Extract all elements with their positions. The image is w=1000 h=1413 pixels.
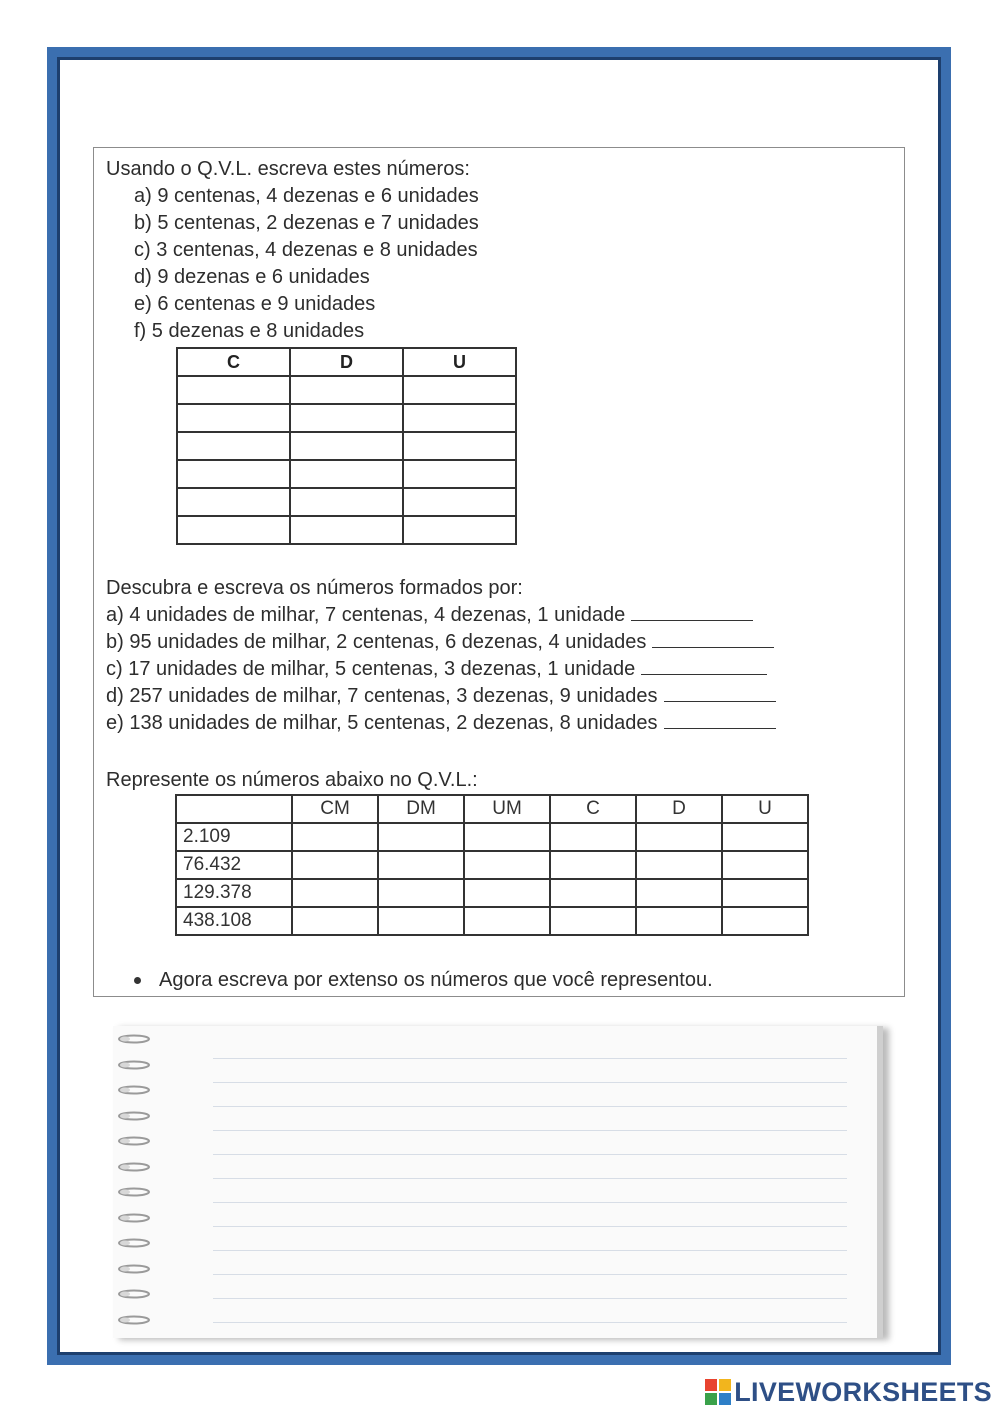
- cdu-cell[interactable]: [290, 488, 403, 516]
- brand-text: LIVEWORKSHEETS: [734, 1377, 992, 1407]
- cdu-cell[interactable]: [403, 516, 516, 544]
- qvl-number: 2.109: [176, 823, 292, 851]
- qvl-cell[interactable]: [722, 823, 808, 851]
- liveworksheets-logo-icon: [705, 1379, 731, 1405]
- qvl-cell[interactable]: [378, 823, 464, 851]
- qvl-cell[interactable]: [636, 851, 722, 879]
- qvl-cell[interactable]: [292, 907, 378, 935]
- exercise-2-item-b-text: b) 95 unidades de milhar, 2 centenas, 6 dezenas, 4 unidades: [106, 631, 647, 653]
- qvl-cell[interactable]: [378, 851, 464, 879]
- spiral-ring-icon: [117, 1060, 151, 1070]
- cdu-row: [177, 516, 516, 544]
- qvl-cell[interactable]: [550, 907, 636, 935]
- spiral-ring-icon: [117, 1213, 151, 1223]
- qvl-header-dm: DM: [378, 795, 464, 823]
- exercise-3-instruction-text: Agora escreva por extenso os números que você representou.: [159, 969, 713, 991]
- qvl-cell[interactable]: [464, 851, 550, 879]
- answer-blank[interactable]: [652, 631, 774, 648]
- qvl-number: 438.108: [176, 907, 292, 935]
- spiral-ring-icon: [117, 1085, 151, 1095]
- cdu-cell[interactable]: [290, 404, 403, 432]
- answer-blank[interactable]: [664, 712, 776, 729]
- exercise-2-heading: Descubra e escreva os números formados por:: [106, 577, 523, 599]
- notebook-line: [213, 1274, 847, 1275]
- cdu-cell[interactable]: [290, 376, 403, 404]
- qvl-header-c: C: [550, 795, 636, 823]
- notebook-line: [213, 1226, 847, 1227]
- cdu-row: [177, 404, 516, 432]
- qvl-header-d: D: [636, 795, 722, 823]
- cdu-cell[interactable]: [290, 516, 403, 544]
- notebook-writing-area: [93, 1018, 905, 1340]
- cdu-header-row: [177, 348, 516, 376]
- notebook-line: [213, 1178, 847, 1179]
- exercise-2-item-a: [106, 604, 753, 627]
- qvl-row: [176, 851, 808, 879]
- notebook-line: [213, 1250, 847, 1251]
- answer-blank[interactable]: [641, 658, 767, 675]
- spiral-ring-icon: [117, 1136, 151, 1146]
- qvl-cell[interactable]: [636, 879, 722, 907]
- exercise-1-item-d: d) 9 dezenas e 6 unidades: [134, 266, 370, 288]
- notebook-line: [213, 1082, 847, 1083]
- notebook-line: [213, 1298, 847, 1299]
- notebook-page[interactable]: [113, 1026, 883, 1338]
- exercise-1-heading: Usando o Q.V.L. escreva estes números:: [106, 158, 470, 180]
- answer-blank[interactable]: [631, 604, 753, 621]
- exercise-2-item-a-text: a) 4 unidades de milhar, 7 centenas, 4 dezenas, 1 unidade: [106, 604, 626, 626]
- exercise-represent-qvl: [93, 751, 905, 997]
- cdu-cell[interactable]: [403, 432, 516, 460]
- qvl-cell[interactable]: [722, 879, 808, 907]
- qvl-header-u: U: [722, 795, 808, 823]
- qvl-cell[interactable]: [378, 907, 464, 935]
- qvl-cell[interactable]: [292, 851, 378, 879]
- qvl-cell[interactable]: [464, 907, 550, 935]
- exercise-2-item-c: [106, 658, 767, 681]
- exercise-3-heading: Represente os números abaixo no Q.V.L.:: [106, 769, 478, 791]
- qvl-number: 76.432: [176, 851, 292, 879]
- exercise-2-item-b: [106, 631, 774, 654]
- exercise-1-item-c: c) 3 centenas, 4 dezenas e 8 unidades: [134, 239, 478, 261]
- cdu-row: [177, 488, 516, 516]
- spiral-ring-icon: [117, 1315, 151, 1325]
- exercise-2-item-c-text: c) 17 unidades de milhar, 5 centenas, 3 dezenas, 1 unidade: [106, 658, 636, 680]
- spiral-ring-icon: [117, 1162, 151, 1172]
- cdu-table: [176, 347, 517, 545]
- exercise-discover-numbers: [93, 565, 905, 752]
- cdu-row: [177, 376, 516, 404]
- qvl-cell[interactable]: [636, 907, 722, 935]
- qvl-cell[interactable]: [292, 823, 378, 851]
- qvl-cell[interactable]: [378, 879, 464, 907]
- cdu-cell[interactable]: [403, 460, 516, 488]
- cdu-cell[interactable]: [290, 460, 403, 488]
- spiral-ring-icon: [117, 1264, 151, 1274]
- exercise-1-item-a: a) 9 centenas, 4 dezenas e 6 unidades: [134, 185, 479, 207]
- cdu-cell[interactable]: [177, 376, 290, 404]
- exercise-2-item-d: [106, 685, 776, 708]
- qvl-header-cm: CM: [292, 795, 378, 823]
- exercise-2-item-e-text: e) 138 unidades de milhar, 5 centenas, 2 dezenas, 8 unidades: [106, 712, 658, 734]
- qvl-cell[interactable]: [464, 823, 550, 851]
- qvl-header-um: UM: [464, 795, 550, 823]
- spiral-ring-icon: [117, 1034, 151, 1044]
- exercise-2-item-d-text: d) 257 unidades de milhar, 7 centenas, 3 dezenas, 9 unidades: [106, 685, 658, 707]
- cdu-cell[interactable]: [177, 516, 290, 544]
- exercise-2-item-e: [106, 712, 776, 735]
- notebook-line: [213, 1130, 847, 1131]
- spiral-ring-icon: [117, 1289, 151, 1299]
- qvl-cell[interactable]: [292, 879, 378, 907]
- qvl-table: [175, 794, 809, 936]
- exercise-qvl-write: [93, 147, 905, 566]
- cdu-cell[interactable]: [290, 432, 403, 460]
- cdu-header-u: U: [403, 348, 516, 376]
- qvl-row: [176, 823, 808, 851]
- cdu-cell[interactable]: [403, 376, 516, 404]
- answer-blank[interactable]: [664, 685, 776, 702]
- liveworksheets-brand: [705, 1377, 992, 1408]
- cdu-header-d: D: [290, 348, 403, 376]
- cdu-cell[interactable]: [177, 404, 290, 432]
- exercise-1-item-b: b) 5 centenas, 2 dezenas e 7 unidades: [134, 212, 479, 234]
- qvl-row: [176, 879, 808, 907]
- qvl-cell[interactable]: [464, 879, 550, 907]
- cdu-cell[interactable]: [177, 488, 290, 516]
- spiral-ring-icon: [117, 1111, 151, 1121]
- cdu-cell[interactable]: [403, 404, 516, 432]
- qvl-cell[interactable]: [550, 879, 636, 907]
- bullet-icon: [134, 977, 141, 984]
- cdu-cell[interactable]: [177, 460, 290, 488]
- cdu-row: [177, 460, 516, 488]
- qvl-number: 129.378: [176, 879, 292, 907]
- cdu-row: [177, 432, 516, 460]
- qvl-header-row: [176, 795, 808, 823]
- notebook-line: [213, 1058, 847, 1059]
- cdu-header-c: C: [177, 348, 290, 376]
- exercise-1-item-f: f) 5 dezenas e 8 unidades: [134, 320, 365, 342]
- cdu-cell[interactable]: [177, 432, 290, 460]
- qvl-row: [176, 907, 808, 935]
- exercise-3-instruction: [134, 969, 713, 992]
- spiral-ring-icon: [117, 1187, 151, 1197]
- qvl-cell[interactable]: [722, 851, 808, 879]
- exercise-1-item-e: e) 6 centenas e 9 unidades: [134, 293, 376, 315]
- notebook-line: [213, 1322, 847, 1323]
- notebook-line: [213, 1202, 847, 1203]
- qvl-cell[interactable]: [722, 907, 808, 935]
- notebook-line: [213, 1106, 847, 1107]
- qvl-cell[interactable]: [550, 851, 636, 879]
- qvl-cell[interactable]: [550, 823, 636, 851]
- qvl-cell[interactable]: [636, 823, 722, 851]
- notebook-line: [213, 1154, 847, 1155]
- spiral-ring-icon: [117, 1238, 151, 1248]
- qvl-header-corner: [176, 795, 292, 823]
- cdu-cell[interactable]: [403, 488, 516, 516]
